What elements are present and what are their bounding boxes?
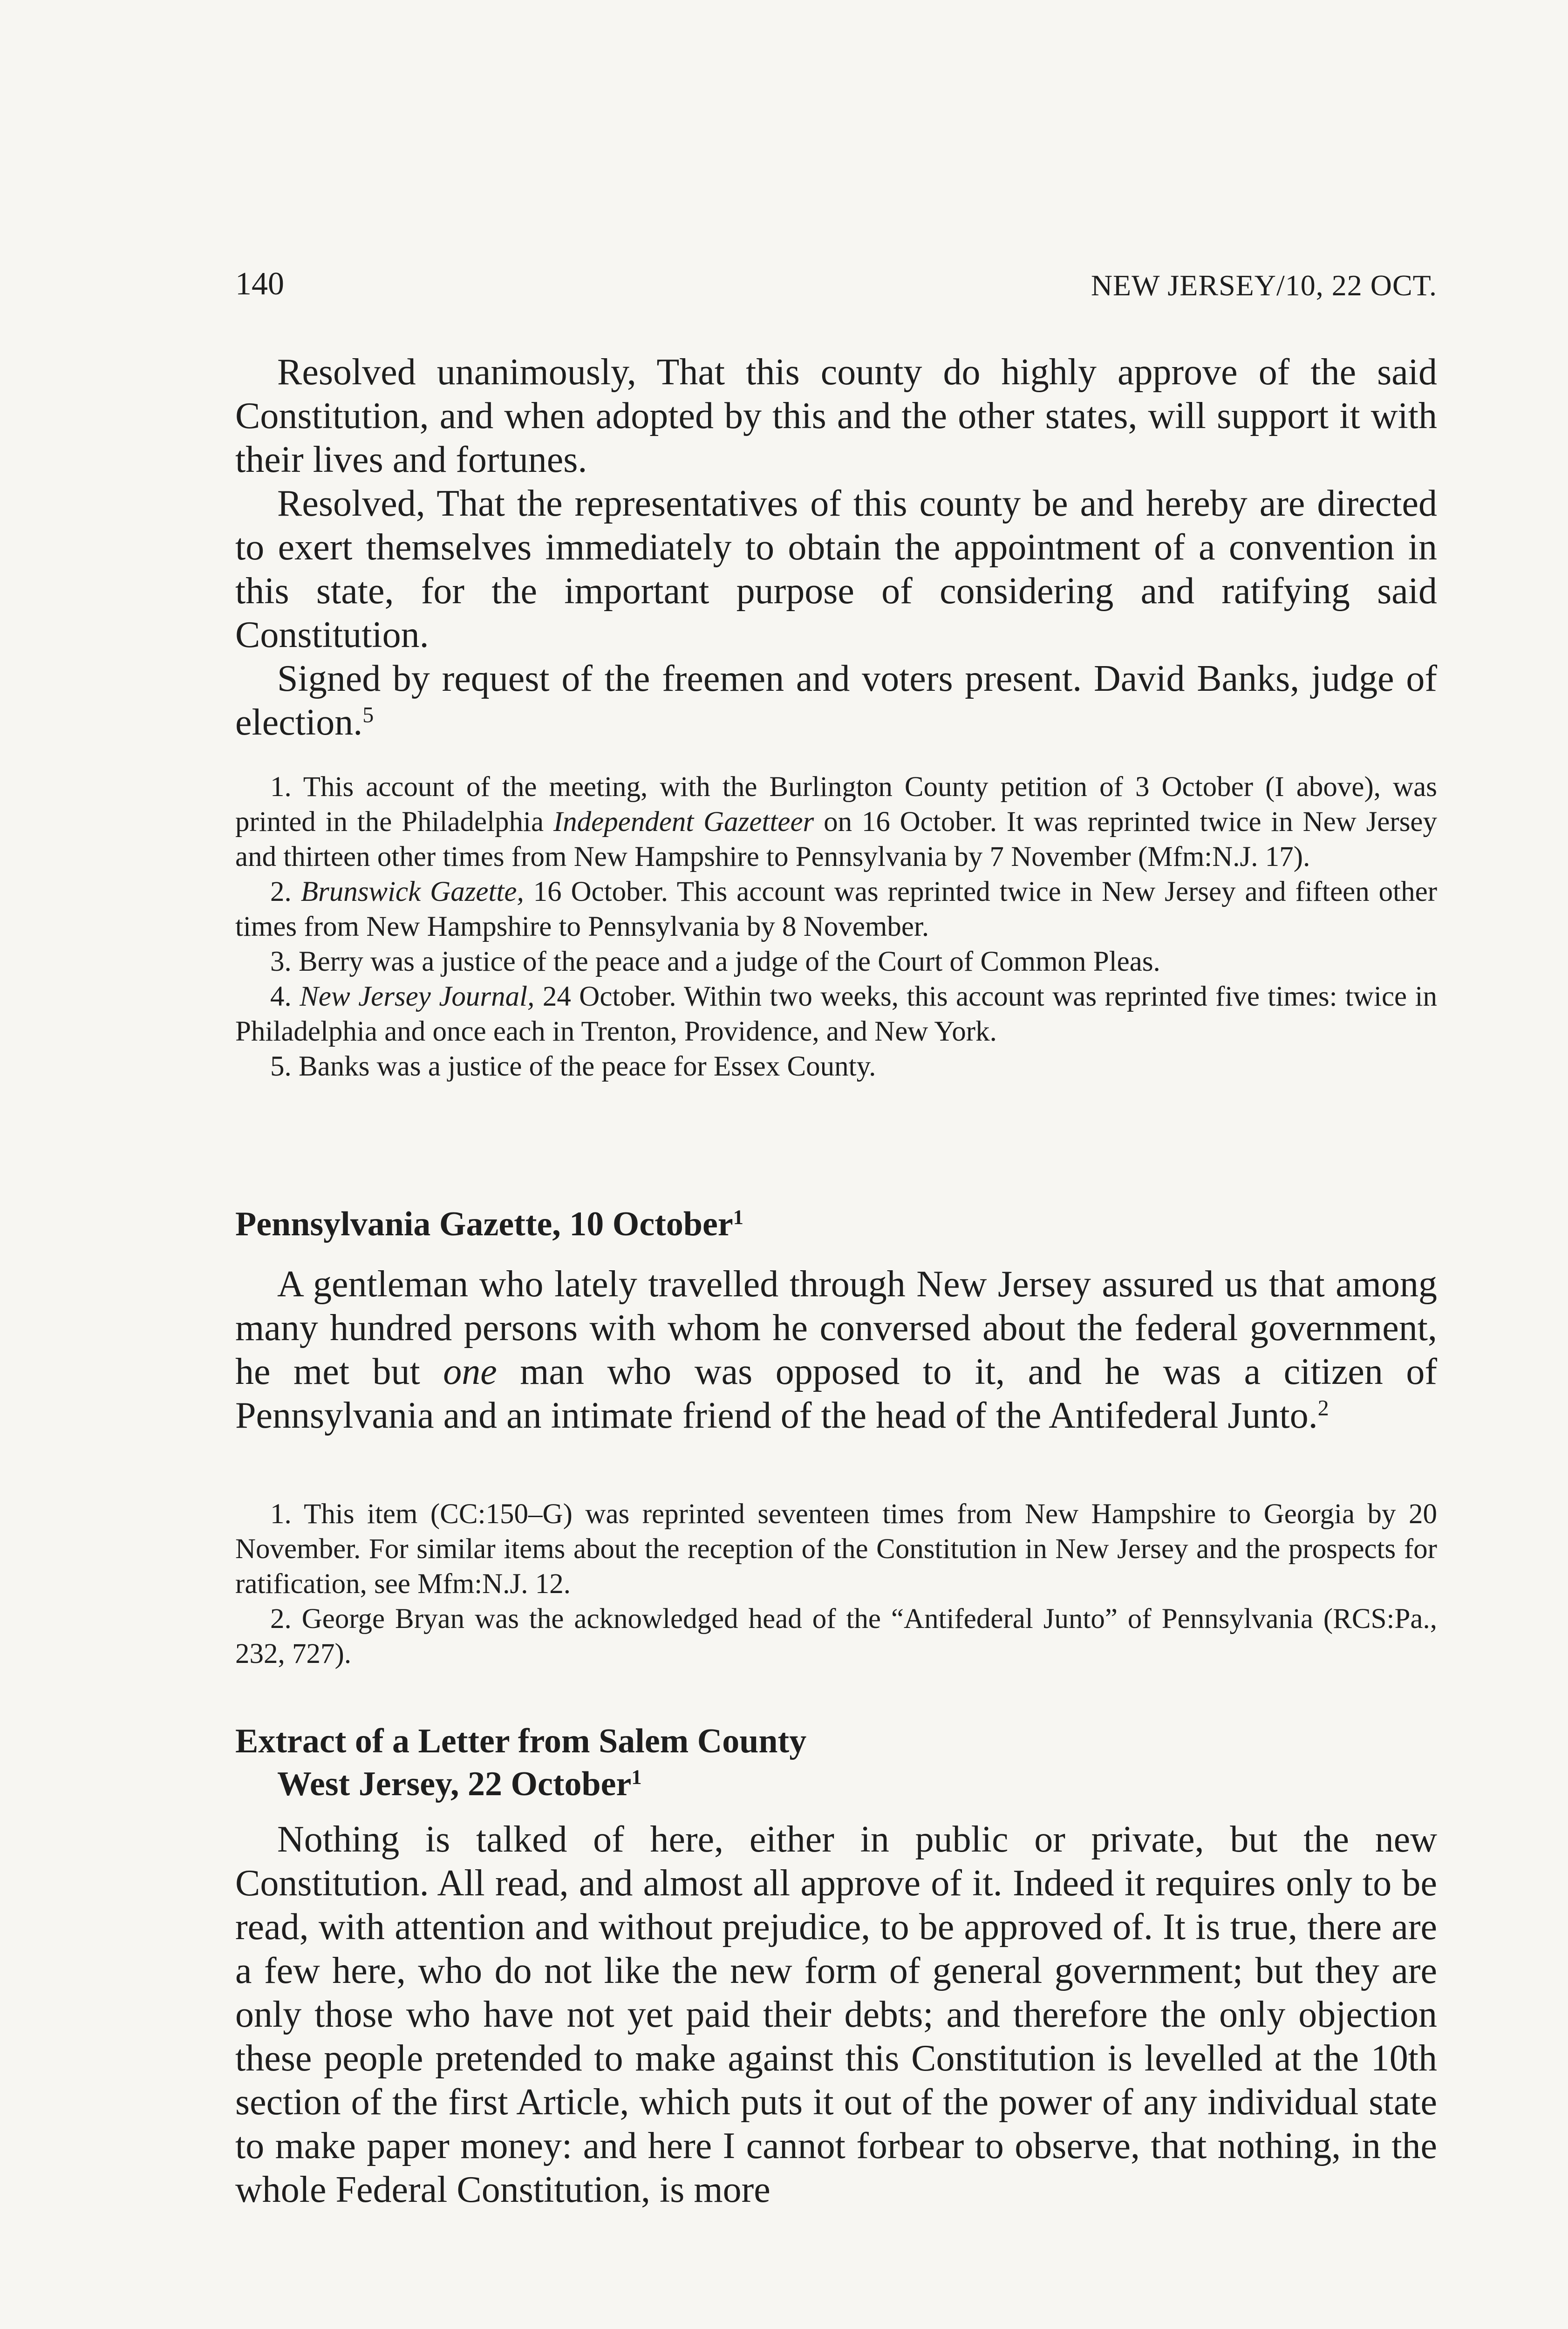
page-header: [235, 266, 1437, 307]
footnote-ref: 1: [733, 1205, 743, 1229]
footnote: 5. Banks was a justice of the peace for Essex County.: [270, 1051, 876, 1082]
footnotes-block-1: [235, 770, 1437, 1084]
footnote: 4. New Jersey Journal, 24 October. Within two weeks, this account was reprinted five times: twice in Philadelphia and once each in Trenton, Providence, and New York.: [235, 981, 1437, 1047]
footnote: 1. This item (CC:150–G) was reprinted seventeen times from New Hampshire to Georgia by 20 November. For similar items about the reception of the Constitution in New Jersey and the prospects for ratification, see Mfm:N.J. 12.: [235, 1498, 1437, 1600]
section-heading-gazette: [235, 1203, 1437, 1246]
gazette-body: [235, 1262, 1437, 1437]
footnote-ref: 1: [631, 1765, 642, 1789]
footnote: 2. George Bryan was the acknowledged head of the “Antifederal Junto” of Pennsylvania (RCS:Pa., 232, 727).: [235, 1603, 1437, 1669]
footnotes-block-2: [235, 1497, 1437, 1671]
running-head: NEW JERSEY/10, 22 OCT.: [1091, 269, 1437, 302]
footnote: 1. This account of the meeting, with the Burlington County petition of 3 October (I above), was printed in the Philadelphia Independent Gazetteer on 16 October. It was reprinted twice in New Jersey and thirteen other times from New Hampshire to Pennsylvania by 7 November (Mfm:N.J. 17).: [235, 771, 1438, 872]
body-paragraph: Nothing is talked of here, either in public or private, but the new Constitution. All read, and almost all approve of it. Indeed it requires only to be read, with attention and without prejudice, to be approved of. It is true, there are a few here, who do not like the new form of general government; but they are only those who have not yet paid their debts; and therefore the only objection these people pretended to make against this Constitution is levelled at the 10th section of the first Article, which puts it out of the power of any individual state to make paper money: and here I cannot forbear to observe, that nothing, in the whole Federal Constitution, is more: [235, 1819, 1437, 2210]
page-number: 140: [235, 266, 284, 302]
footnote-ref: 5: [362, 702, 374, 728]
footnote: 2. Brunswick Gazette, 16 October. This account was reprinted twice in New Jersey and fifteen other times from New Hampshire to Pennsylvania by 8 November.: [235, 876, 1438, 942]
section-heading-line2: West Jersey, 22 October$^1$: [277, 1765, 642, 1803]
section-heading-salem: [235, 1720, 1437, 1805]
section-heading: Pennsylvania Gazette, 10 October$^1$: [235, 1205, 743, 1243]
section-heading: Extract of a Letter from Salem County: [235, 1722, 807, 1760]
resolution-paragraph: Resolved unanimously, That this county do highly approve of the said Constitution, and when adopted by this and the other states, will support it with their lives and fortunes.: [235, 352, 1437, 480]
body-paragraph: A gentleman who lately travelled through New Jersey assured us that among many hundred persons with whom he conversed about the federal government, he met but one man who was opposed to it, and he was a citizen of Pennsylvania and an intimate friend of the head of the Antifederal Junto.$^2$: [235, 1264, 1437, 1436]
signature-paragraph: Signed by request of the freemen and voters present. David Banks, judge of election.$^5$: [235, 658, 1437, 743]
footnote-ref: 2: [1317, 1396, 1329, 1421]
salem-letter-body: [235, 1818, 1437, 2212]
resolutions-block: [235, 350, 1437, 744]
footnote: 3. Berry was a justice of the peace and a judge of the Court of Common Pleas.: [270, 946, 1160, 977]
resolution-paragraph: Resolved, That the representatives of this county be and hereby are directed to exert themselves immediately to obtain the appointment of a convention in this state, for the important purpose of considering and ratifying said Constitution.: [235, 483, 1437, 655]
